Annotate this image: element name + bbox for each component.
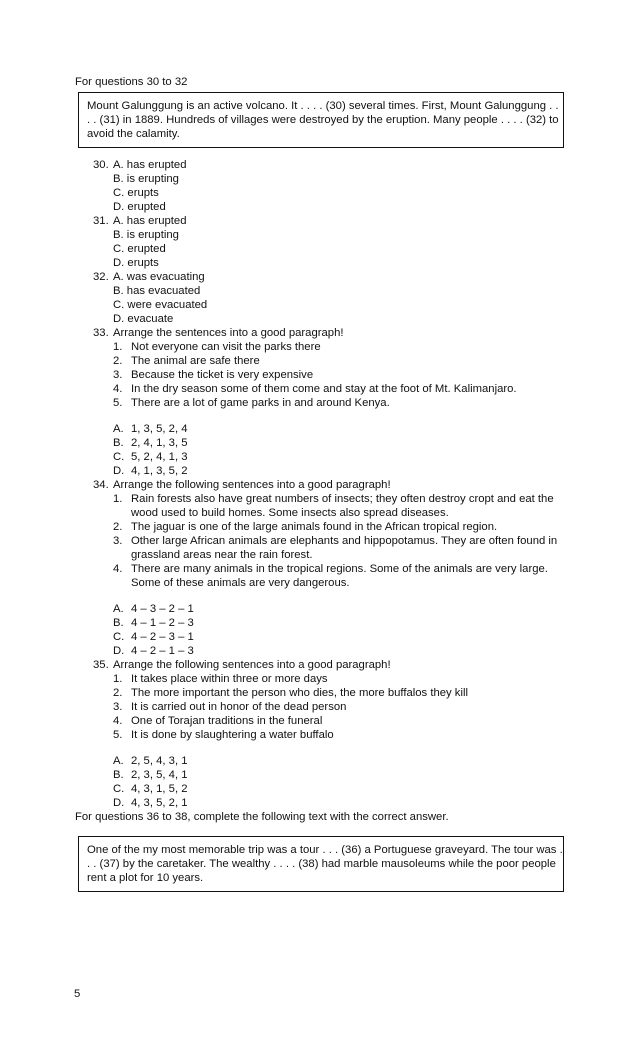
option-b: B. has evacuated [113, 285, 201, 297]
sentence-number: 1. [113, 493, 123, 505]
sentence-number: 4. [113, 383, 123, 395]
sentence-item [0, 686, 638, 700]
sentence-number: 2. [113, 355, 123, 367]
choice-letter: B. [113, 769, 124, 781]
option-a: A. was evacuating [113, 271, 205, 283]
option-c: C. erupted [113, 243, 166, 255]
answer-choice [0, 768, 638, 782]
option-d: D. erupts [113, 257, 159, 269]
choice-text: 2, 3, 5, 4, 1 [131, 769, 188, 781]
choice-text: 2, 5, 4, 3, 1 [131, 755, 188, 767]
option-c: C. erupts [113, 187, 159, 199]
choice-letter: A. [113, 755, 124, 767]
sentence-text: Not everyone can visit the parks there [131, 341, 321, 353]
choice-text: 4 – 2 – 3 – 1 [131, 631, 194, 643]
choice-letter: B. [113, 437, 124, 449]
sentence-item [0, 728, 638, 742]
sentence-item [0, 562, 638, 590]
sentence-text: There are many animals in the tropical regions. Some of the animals are very large. Some of these animals are very dangerous. [131, 563, 548, 589]
sentence-item [0, 492, 638, 520]
sentence-number: 1. [113, 673, 123, 685]
question-list [0, 158, 638, 824]
section-heading-36-38 [0, 810, 638, 824]
question-34 [0, 478, 638, 492]
sentence-number: 3. [113, 701, 123, 713]
sentence-number: 3. [113, 369, 123, 381]
sentence-text: There are a lot of game parks in and around Kenya. [131, 397, 390, 409]
sentence-item [0, 672, 638, 686]
answer-choice [0, 422, 638, 436]
section-heading-30-32: For questions 30 to 32 [75, 76, 188, 88]
sentence-text: The jaguar is one of the large animals found in the African tropical region. [131, 521, 498, 533]
sentence-text: Rain forests also have great numbers of insects; they often destroy cropt and eat the wood used to build homes. Some insects also spread diseases. [131, 493, 554, 519]
sentence-number: 5. [113, 397, 123, 409]
sentence-text: It is done by slaughtering a water buffalo [131, 729, 334, 741]
option-d: D. evacuate [113, 313, 174, 325]
sentence-number: 4. [113, 715, 123, 727]
choice-letter: A. [113, 603, 124, 615]
sentence-text: One of Torajan traditions in the funeral [131, 715, 323, 727]
sentence-text: In the dry season some of them come and stay at the foot of Mt. Kalimanjaro. [131, 383, 517, 395]
sentence-text: Other large African animals are elephants and hippopotamus. They are often found in grassland areas near the rain forest. [131, 535, 558, 561]
choice-letter: C. [113, 783, 125, 795]
question-prompt: Arrange the sentences into a good paragraph! [113, 327, 344, 339]
answer-choice [0, 796, 638, 810]
sentence-item [0, 340, 638, 354]
sentence-number: 2. [113, 687, 123, 699]
sentence-number: 5. [113, 729, 123, 741]
choice-letter: C. [113, 631, 125, 643]
choice-text: 4 – 3 – 2 – 1 [131, 603, 194, 615]
question-prompt: Arrange the following sentences into a good paragraph! [113, 659, 391, 671]
choice-text: 4, 3, 1, 5, 2 [131, 783, 188, 795]
question-number: 32. [93, 271, 109, 283]
choice-letter: D. [113, 797, 125, 809]
question-number: 33. [93, 327, 109, 339]
question-33 [0, 326, 638, 340]
question-35 [0, 658, 638, 672]
sentence-text: The more important the person who dies, the more buffalos they kill [131, 687, 468, 699]
page-number: 5 [74, 988, 81, 1000]
sentence-item [0, 534, 638, 562]
choice-letter: A. [113, 423, 124, 435]
choice-letter: B. [113, 617, 124, 629]
sentence-item [0, 714, 638, 728]
answer-choice [0, 644, 638, 658]
sentence-text: It takes place within three or more days [131, 673, 328, 685]
sentence-number: 3. [113, 535, 123, 547]
option-a: A. has erupted [113, 159, 187, 171]
question-number: 31. [93, 215, 109, 227]
question-31 [0, 214, 638, 228]
choice-text: 4, 1, 3, 5, 2 [131, 465, 188, 477]
answer-choice [0, 450, 638, 464]
question-number: 30. [93, 159, 109, 171]
reading-passage-box-2 [78, 836, 564, 892]
sentence-text: The animal are safe there [131, 355, 260, 367]
sentence-item [0, 354, 638, 368]
reading-passage-box [78, 92, 564, 148]
answer-choice [0, 616, 638, 630]
question-number: 34. [93, 479, 109, 491]
answer-choice [0, 630, 638, 644]
sentence-item [0, 382, 638, 396]
passage-text: Mount Galunggung is an active volcano. It . . . . (30) several times. First, Mount Galunggung . . . . (31) in 1889. Hundreds of villages were destroyed by the eruption. Many people . . . . (32) to avoid the calamity. [87, 100, 559, 140]
question-32 [0, 270, 638, 284]
question-number: 35. [93, 659, 109, 671]
sentence-item [0, 520, 638, 534]
answer-choice [0, 602, 638, 616]
question-prompt: Arrange the following sentences into a good paragraph! [113, 479, 391, 491]
sentence-number: 1. [113, 341, 123, 353]
choice-text: 4 – 2 – 1 – 3 [131, 645, 194, 657]
answer-choice [0, 464, 638, 478]
choice-text: 1, 3, 5, 2, 4 [131, 423, 188, 435]
sentence-text: Because the ticket is very expensive [131, 369, 314, 381]
choice-letter: D. [113, 645, 125, 657]
option-c: C. were evacuated [113, 299, 208, 311]
sentence-number: 4. [113, 563, 123, 575]
choice-letter: D. [113, 465, 125, 477]
choice-text: 2, 4, 1, 3, 5 [131, 437, 188, 449]
option-d: D. erupted [113, 201, 166, 213]
choice-text: 4, 3, 5, 2, 1 [131, 797, 188, 809]
sentence-item [0, 700, 638, 714]
answer-choice [0, 782, 638, 796]
question-30 [0, 158, 638, 172]
option-b: B. is erupting [113, 229, 179, 241]
sentence-number: 2. [113, 521, 123, 533]
option-a: A. has erupted [113, 215, 187, 227]
section-heading-text: For questions 36 to 38, complete the following text with the correct answer. [75, 811, 449, 823]
choice-text: 5, 2, 4, 1, 3 [131, 451, 188, 463]
option-b: B. is erupting [113, 173, 179, 185]
answer-choice [0, 754, 638, 768]
sentence-item [0, 396, 638, 410]
sentence-text: It is carried out in honor of the dead person [131, 701, 347, 713]
answer-choice [0, 436, 638, 450]
choice-letter: C. [113, 451, 125, 463]
passage-text: One of the my most memorable trip was a tour . . . (36) a Portuguese graveyard. The tour was . . . (37) by the caretaker. The wealthy . . . . (38) had marble mausoleums while the poor people rent a plot for 10 years. [87, 844, 563, 884]
choice-text: 4 – 1 – 2 – 3 [131, 617, 194, 629]
sentence-item [0, 368, 638, 382]
